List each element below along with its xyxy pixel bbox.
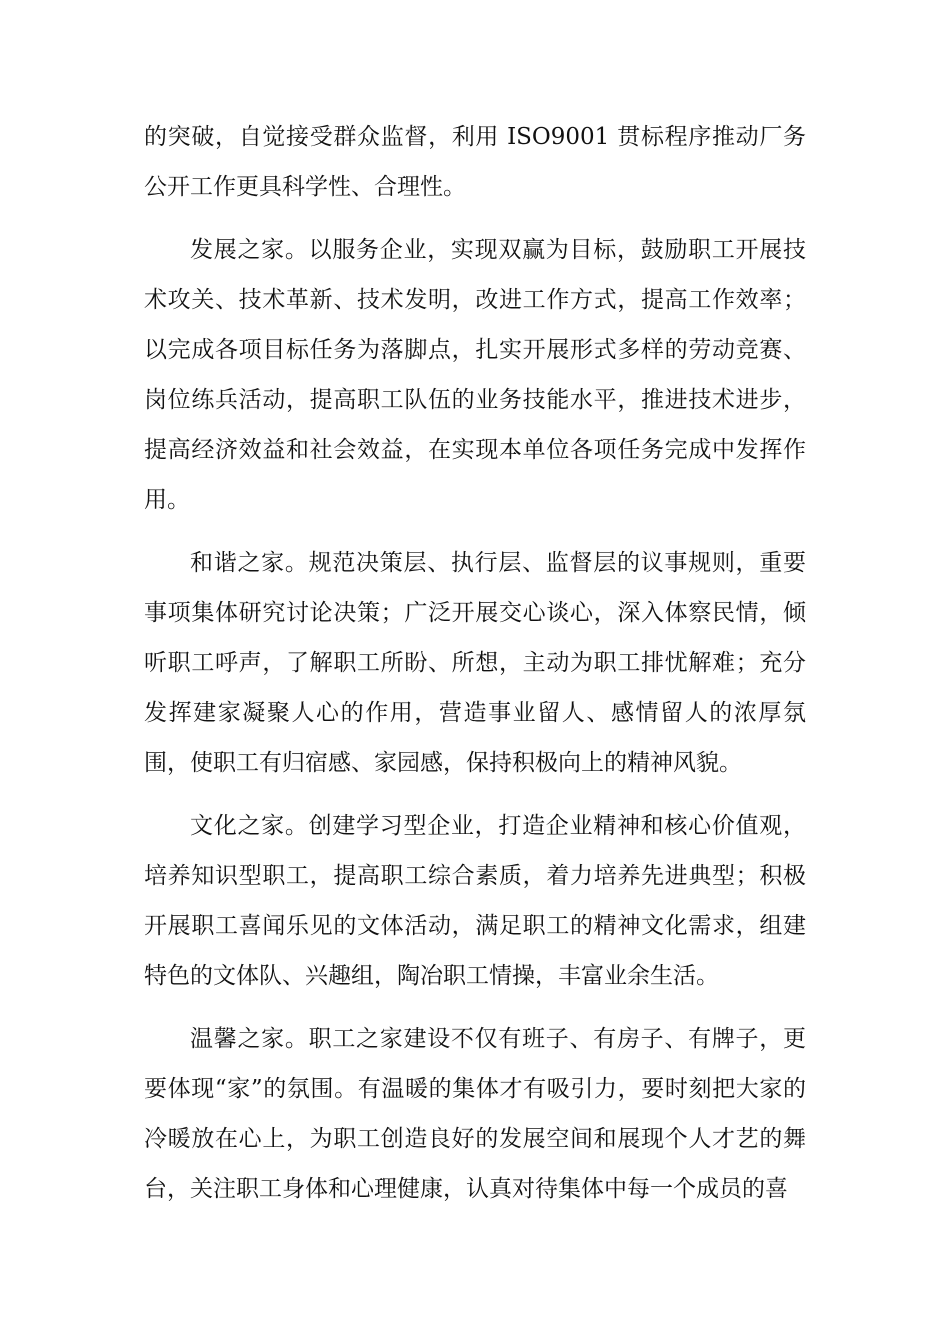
paragraph-continuation: 的突破，自觉接受群众监督，利用 ISO9001 贯标程序推动厂务公开工作更具科学性、合理性。 <box>144 124 806 200</box>
document-page <box>144 112 806 1214</box>
paragraph-culture-home: 文化之家。创建学习型企业，打造企业精神和核心价值观，培养知识型职工，提高职工综合素质，着力培养先进典型；积极开展职工喜闻乐见的文体活动，满足职工的精神文化需求，组建特色的文体队、兴趣组，陶冶职工情操，丰富业余生活。 <box>144 813 806 989</box>
paragraph-warm-home: 温馨之家。职工之家建设不仅有班子、有房子、有牌子，更要体现“家”的氛围。有温暖的集体才有吸引力，要时刻把大家的冷暖放在心上，为职工创造良好的发展空间和展现个人才艺的舞台，关注职工身体和心理健康，认真对待集体中每一个成员的喜 <box>144 1026 806 1202</box>
paragraph-harmony-home: 和谐之家。规范决策层、执行层、监督层的议事规则，重要事项集体研究讨论决策；广泛开展交心谈心，深入体察民情，倾听职工呼声，了解职工所盼、所想，主动为职工排忧解难；充分发挥建家凝聚人心的作用，营造事业留人、感情留人的浓厚氛围，使职工有归宿感、家园感，保持积极向上的精神风貌。 <box>144 550 806 776</box>
paragraph-development-home: 发展之家。以服务企业，实现双赢为目标，鼓励职工开展技术攻关、技术革新、技术发明，改进工作方式，提高工作效率；以完成各项目标任务为落脚点，扎实开展形式多样的劳动竞赛、岗位练兵活动，提高职工队伍的业务技能水平，推进技术进步，提高经济效益和社会效益，在实现本单位各项任务完成中发挥作用。 <box>144 237 806 513</box>
